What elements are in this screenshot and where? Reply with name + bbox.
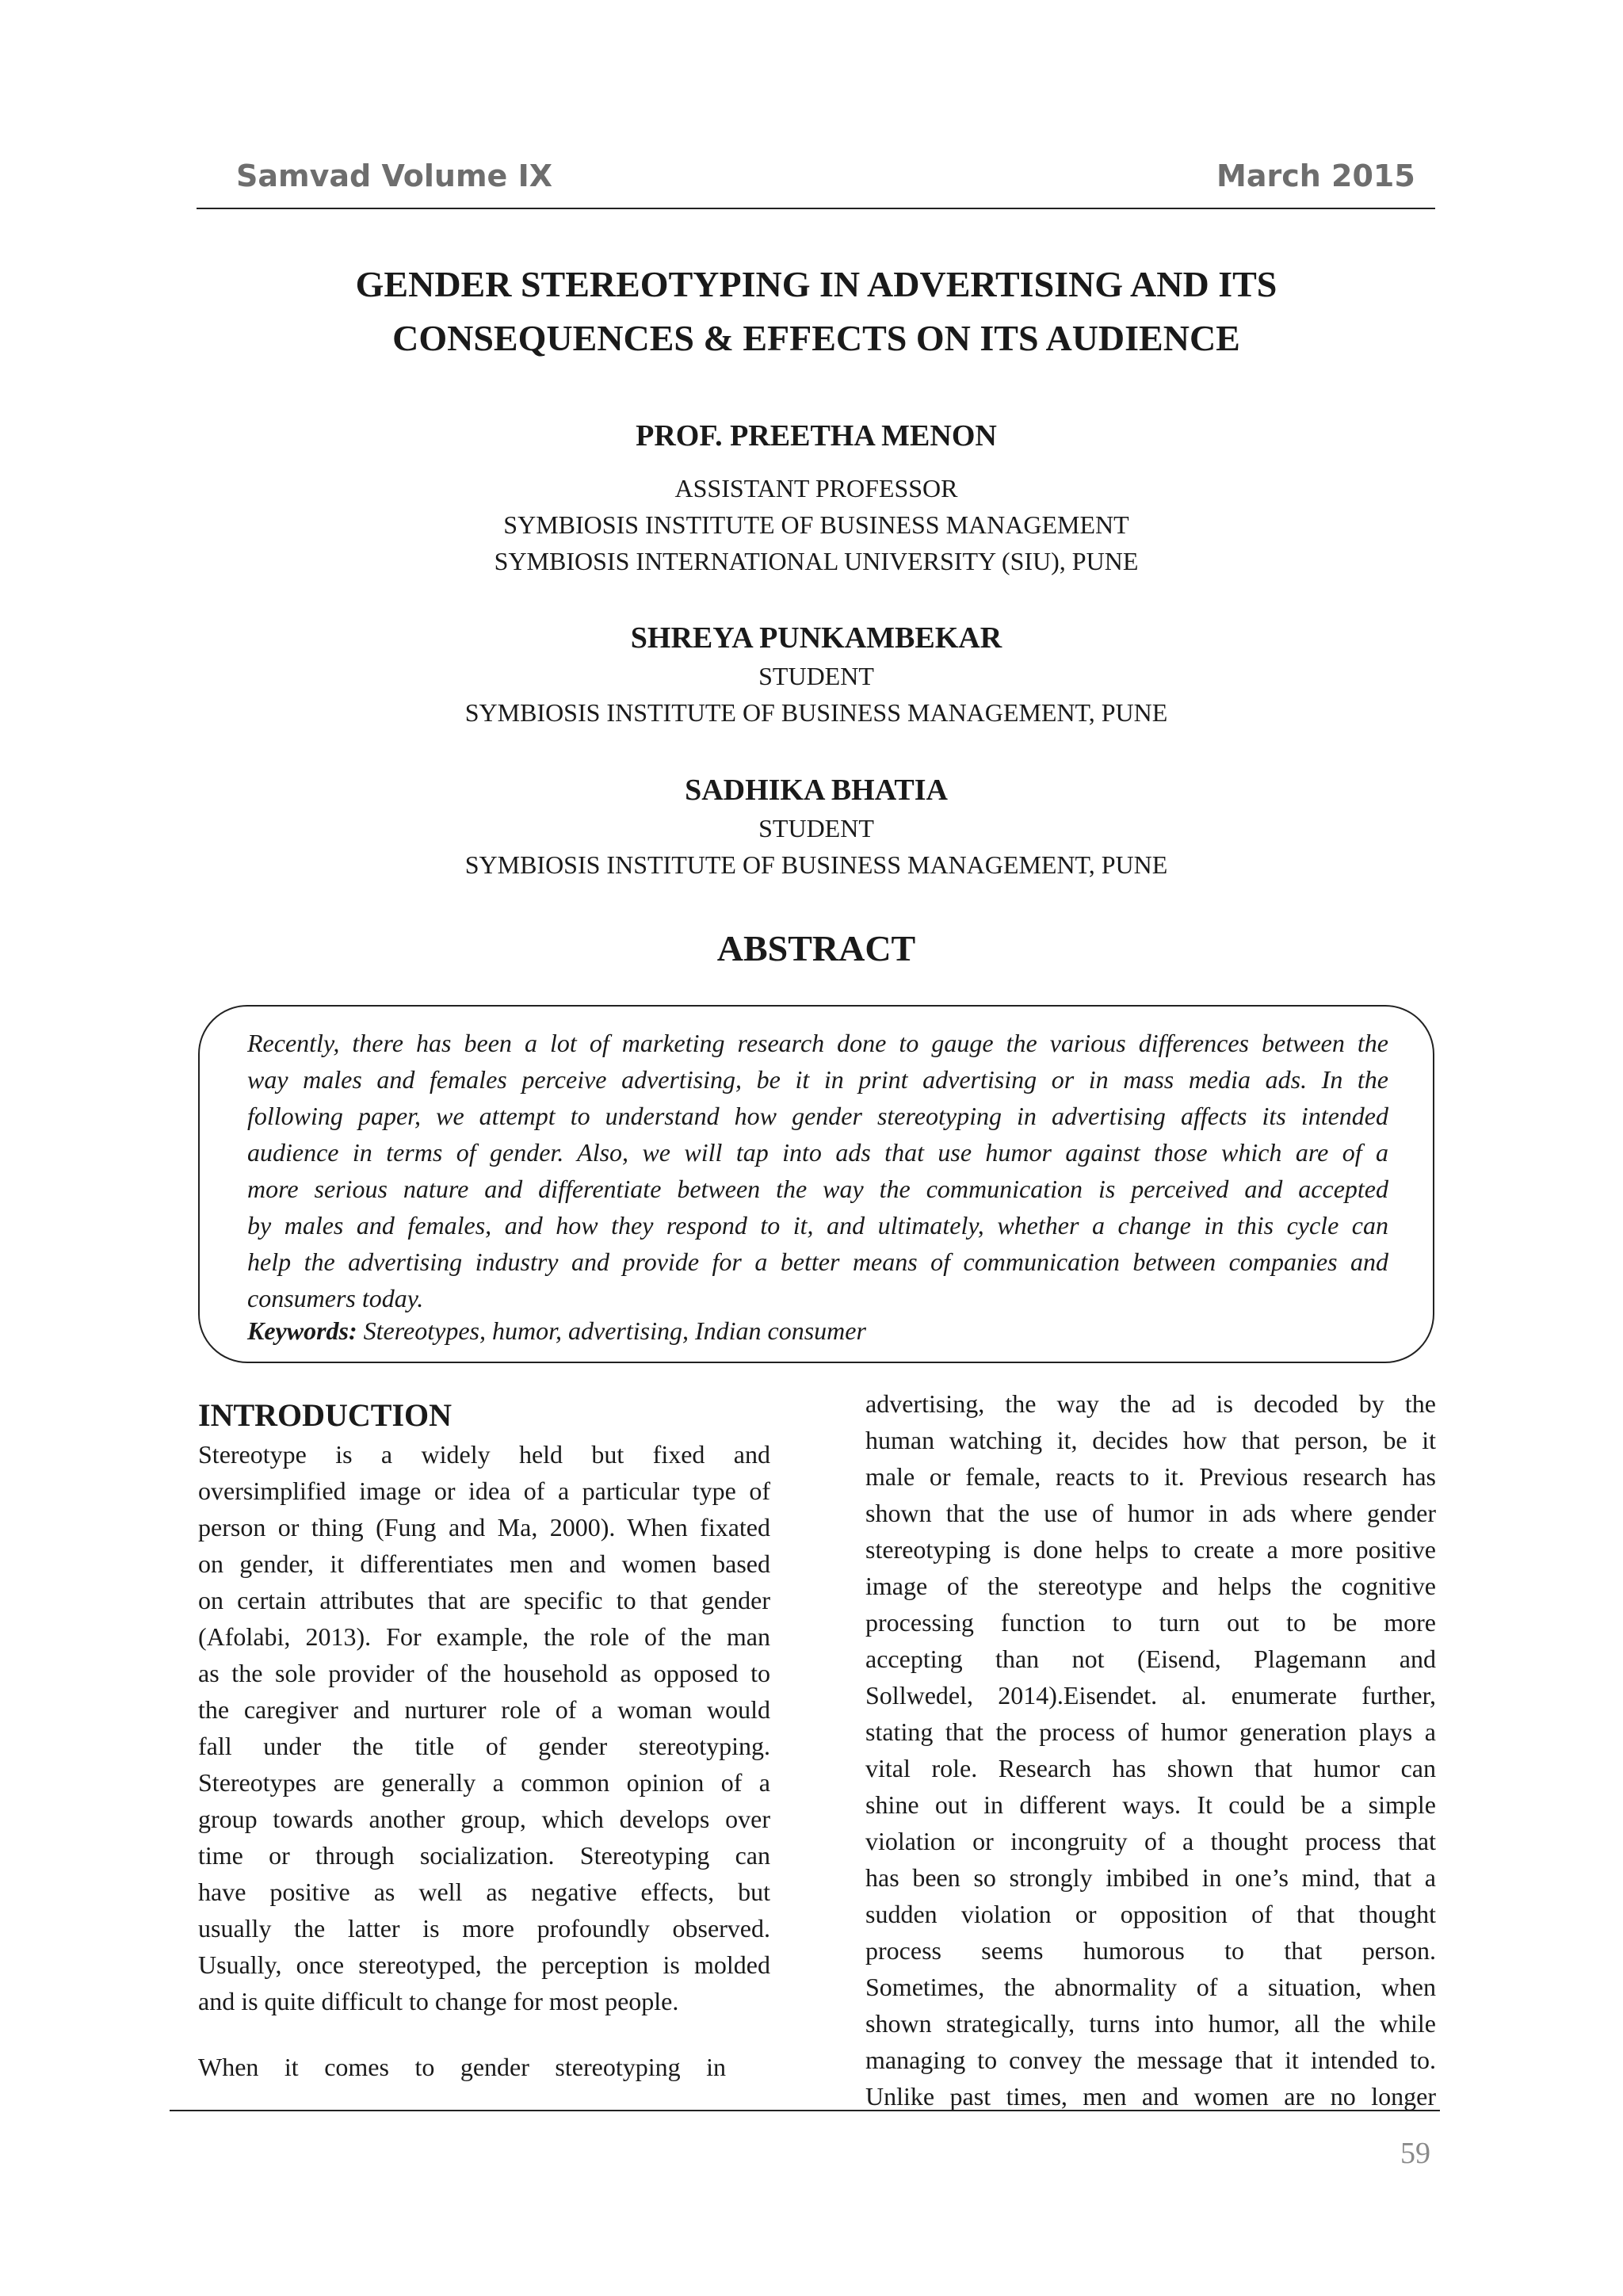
- abstract-line: by males and females, and how they respond to it, and ultimately, whether a change in this cycle can: [247, 1211, 1388, 1240]
- footer-divider: [170, 2110, 1440, 2111]
- body-line: stating that the process of humor generation plays a: [865, 1717, 1436, 1746]
- section-heading-introduction: INTRODUCTION: [198, 1397, 453, 1433]
- keywords-list: Stereotypes, humor, advertising, Indian consumer: [363, 1316, 866, 1345]
- left-column-tail: [198, 2049, 726, 2085]
- author-affiliation: [238, 470, 1395, 579]
- author-name: PROF. PREETHA MENON: [636, 419, 997, 453]
- body-line: human watching it, decides how that person, be it: [865, 1426, 1436, 1454]
- affiliation-line: SYMBIOSIS INSTITUTE OF BUSINESS MANAGEMENT, PUNE: [464, 850, 1168, 879]
- affiliation-line: STUDENT: [758, 814, 874, 842]
- body-line: Stereotypes are generally a common opinion of a: [198, 1768, 770, 1797]
- body-line: violation or incongruity of a thought process that: [865, 1827, 1436, 1855]
- abstract-line: more serious nature and differentiate between the way the communication is perceived and accepted: [247, 1175, 1388, 1203]
- body-line: the caregiver and nurturer role of a woman would: [198, 1695, 770, 1724]
- body-line: managing to convey the message that it intended to.: [865, 2046, 1436, 2074]
- body-line: oversimplified image or idea of a particular type of: [198, 1477, 770, 1505]
- abstract-text: [247, 1025, 1388, 1316]
- body-line: Usually, once stereotyped, the perception is molded: [198, 1950, 770, 1979]
- author-affiliation: [238, 810, 1395, 883]
- body-line: When it comes to gender stereotyping in: [198, 2053, 726, 2081]
- body-line: shine out in different ways. It could be a simple: [865, 1790, 1436, 1819]
- body-line: sudden violation or opposition of that thought: [865, 1900, 1436, 1928]
- paper-title: [238, 258, 1395, 365]
- affiliation-line: SYMBIOSIS INTERNATIONAL UNIVERSITY (SIU), PUNE: [494, 547, 1139, 575]
- issue-date: March 2015: [1216, 159, 1415, 193]
- body-line: process seems humorous to that person.: [865, 1936, 1436, 1965]
- page-number: 59: [1400, 2137, 1430, 2170]
- affiliation-line: SYMBIOSIS INSTITUTE OF BUSINESS MANAGEMENT: [503, 510, 1129, 539]
- affiliation-line: SYMBIOSIS INSTITUTE OF BUSINESS MANAGEMENT, PUNE: [464, 698, 1168, 727]
- title-line: GENDER STEREOTYPING IN ADVERTISING AND ITS: [355, 264, 1277, 304]
- header-divider: [197, 208, 1435, 209]
- body-line: and is quite difficult to change for most people.: [198, 1987, 679, 2015]
- title-line: CONSEQUENCES & EFFECTS ON ITS AUDIENCE: [392, 318, 1240, 358]
- body-line: has been so strongly imbibed in one’s mind, that a: [865, 1863, 1436, 1892]
- keywords-label: Keywords:: [247, 1316, 357, 1345]
- abstract-line: way males and females perceive advertising, be it in print advertising or in mass media ads. In the: [247, 1065, 1388, 1094]
- body-line: Stereotype is a widely held but fixed and: [198, 1440, 770, 1469]
- body-line: male or female, reacts to it. Previous research has: [865, 1462, 1436, 1491]
- body-line: (Afolabi, 2013). For example, the role of the man: [198, 1622, 770, 1651]
- right-column-text: [865, 1385, 1436, 2115]
- journal-name: Samvad Volume IX: [236, 159, 552, 193]
- body-line: usually the latter is more profoundly observed.: [198, 1914, 770, 1943]
- affiliation-line: STUDENT: [758, 662, 874, 690]
- body-line: fall under the title of gender stereotyping.: [198, 1732, 770, 1760]
- author-affiliation: [238, 658, 1395, 731]
- body-line: vital role. Research has shown that humor can: [865, 1754, 1436, 1782]
- body-line: advertising, the way the ad is decoded by the: [865, 1389, 1436, 1418]
- keywords: [247, 1316, 866, 1346]
- abstract-line: consumers today.: [247, 1284, 424, 1312]
- abstract-line: help the advertising industry and provide for a better means of communication between companies and: [247, 1247, 1388, 1276]
- affiliation-line: ASSISTANT PROFESSOR: [674, 474, 958, 502]
- body-line: shown strategically, turns into humor, all the while: [865, 2009, 1436, 2038]
- body-line: Unlike past times, men and women are no longer: [865, 2082, 1436, 2111]
- body-line: stereotyping is done helps to create a more positive: [865, 1535, 1436, 1564]
- body-line: on certain attributes that are specific to that gender: [198, 1586, 770, 1614]
- body-line: Sometimes, the abnormality of a situation, when: [865, 1973, 1436, 2001]
- body-line: processing function to turn out to be more: [865, 1608, 1436, 1637]
- abstract-line: following paper, we attempt to understand how gender stereotyping in advertising affects its intended: [247, 1102, 1388, 1130]
- body-line: group towards another group, which develops over: [198, 1805, 770, 1833]
- body-line: Sollwedel, 2014).Eisendet. al. enumerate further,: [865, 1681, 1436, 1710]
- body-line: person or thing (Fung and Ma, 2000). When fixated: [198, 1513, 770, 1541]
- body-line: shown that the use of humor in ads where gender: [865, 1499, 1436, 1527]
- body-line: have positive as well as negative effects, but: [198, 1878, 770, 1906]
- abstract-heading: ABSTRACT: [716, 928, 916, 968]
- author-name: SADHIKA BHATIA: [685, 774, 948, 807]
- body-line: on gender, it differentiates men and women based: [198, 1549, 770, 1578]
- body-line: as the sole provider of the household as opposed to: [198, 1659, 770, 1687]
- abstract-line: audience in terms of gender. Also, we will tap into ads that use humor against those which are of a: [247, 1138, 1388, 1167]
- left-column-text: [198, 1436, 770, 2019]
- body-line: time or through socialization. Stereotyping can: [198, 1841, 770, 1870]
- body-line: accepting than not (Eisend, Plagemann and: [865, 1645, 1436, 1673]
- author-name: SHREYA PUNKAMBEKAR: [630, 621, 1002, 655]
- body-line: image of the stereotype and helps the cognitive: [865, 1572, 1436, 1600]
- abstract-line: Recently, there has been a lot of marketing research done to gauge the various differences between the: [247, 1029, 1388, 1057]
